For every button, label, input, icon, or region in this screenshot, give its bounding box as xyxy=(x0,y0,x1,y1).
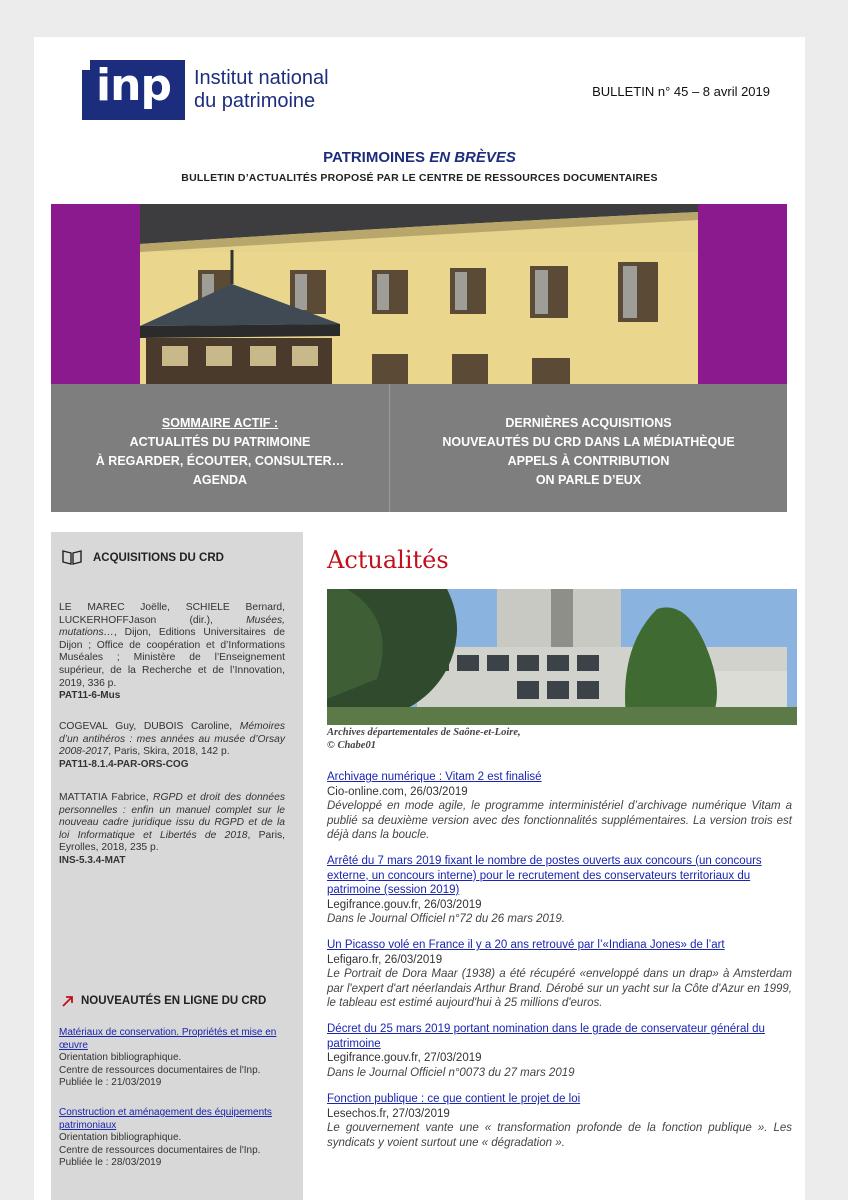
nav-link-regarder[interactable]: À REGARDER, ÉCOUTER, CONSULTER… xyxy=(95,454,345,468)
sidebar xyxy=(51,532,303,1200)
logo-mark: inp xyxy=(82,60,185,120)
nav-left-column xyxy=(51,414,389,490)
acquisition-cote: PAT11-8.1.4-PAR-ORS-COG xyxy=(59,758,189,770)
news-item xyxy=(327,1092,792,1150)
nav-right-column xyxy=(390,414,787,490)
building-courtyard-illustration xyxy=(140,204,698,384)
news-title-link[interactable]: Arrêté du 7 mars 2019 fixant le nombre de postes ouverts aux concours (un concours externe, un concours interne) pour le recrutement des conservateurs territoriaux du patrimoine (session 2019) xyxy=(327,855,762,897)
inp-logo[interactable] xyxy=(82,60,372,124)
actualites-heading: Actualités xyxy=(327,546,449,574)
nouveaute-item: Matériaux de conservation. Propriétés et mise en œuvre Orientation bibliographique. Centre de ressources documentaires de l'Inp. Publiée le : 21/03/2019 xyxy=(59,1027,289,1090)
acquisition-cote: INS-5.3.4-MAT xyxy=(59,854,126,866)
nav-link-appels[interactable]: APPELS À CONTRIBUTION xyxy=(507,454,670,468)
news-description: Le Portrait de Dora Maar (1938) a été récupéré «enveloppé dans un drap» à Amsterdam par l'expert d'art néerlandais Arthur Brand. Dérobé sur un yacht sur la Côte d'Azur en 1999, le tableau est estimé aujourd'hui à 25 millions d'euros. xyxy=(327,968,792,1010)
archives-building-photo xyxy=(327,589,797,725)
news-source: Legifrance.gouv.fr, 27/03/2019 xyxy=(327,1052,482,1065)
page-subtitle: BULLETIN D’ACTUALITÉS PROPOSÉ PAR LE CENTRE DE RESSOURCES DOCUMENTAIRES xyxy=(181,172,658,184)
news-source: Lefigaro.fr, 26/03/2019 xyxy=(327,953,443,966)
news-item xyxy=(327,854,792,927)
title-main: PATRIMOINES xyxy=(323,149,426,166)
news-source: Cio-online.com, 26/03/2019 xyxy=(327,785,468,798)
arrow-up-right-icon xyxy=(61,994,75,1008)
logo-line-1: Institut national xyxy=(194,67,329,89)
news-title-link[interactable]: Décret du 25 mars 2019 portant nomination dans le grade de conservateur général du patrimoine xyxy=(327,1023,765,1050)
nav-link-nouveautes[interactable]: NOUVEAUTÉS DU CRD DANS LA MÉDIATHÈQUE xyxy=(442,435,735,449)
acquisition-cote: PAT11-6-Mus xyxy=(59,690,121,702)
logo-notch-shape xyxy=(80,60,90,70)
nav-summary-label[interactable]: SOMMAIRE ACTIF : xyxy=(161,416,279,430)
nouveaute-link[interactable]: Construction et aménagement des équipements patrimoniaux xyxy=(59,1107,272,1131)
banner xyxy=(51,204,787,384)
title-emphasis: EN BRÈVES xyxy=(429,149,516,166)
news-description: Le gouvernement vante une « transformation profonde de la fonction publique ». Les syndicats y voient surtout une « dégradation ». xyxy=(327,1122,792,1149)
news-item xyxy=(327,770,792,843)
news-description: Développé en mode agile, le programme interministériel d’archivage numérique Vitam a publié sa deuxième version avec des fonctionnalités supplémentaires. La version trois est déjà dans la boucle. xyxy=(327,800,792,842)
bulletin-number: BULLETIN n° 45 – 8 avril 2019 xyxy=(592,84,770,99)
book-icon xyxy=(61,548,83,566)
news-title-link[interactable]: Archivage numérique : Vitam 2 est finalisé xyxy=(327,771,542,783)
acquisition-item: COGEVAL Guy, DUBOIS Caroline, Mémoires d’un antihéros : mes années au musée d’Orsay 2008-2017, Paris, Skira, 2018, 142 p. PAT11-8.1.4-PAR-ORS-COG xyxy=(59,721,285,770)
news-source: Lesechos.fr, 27/03/2019 xyxy=(327,1107,450,1120)
nouveaute-item: Construction et aménagement des équipements patrimoniaux Orientation bibliographique. Centre de ressources documentaires de l'Inp. Publiée le : 28/03/2019 xyxy=(59,1107,289,1170)
news-source: Legifrance.gouv.fr, 26/03/2019 xyxy=(327,898,482,911)
nav-link-agenda[interactable]: AGENDA xyxy=(192,473,248,487)
acquisition-item: MATTATIA Fabrice, RGPD et droit des données personnelles : enfin un manuel complet sur le nouveau cadre juridique issu du RGPD et de la loi Informatique et Libertés de 2018, Paris, Eyrolles, 2018, 235 p. INS-5.3.4-MAT xyxy=(59,792,285,866)
nouveaute-link[interactable]: Matériaux de conservation. Propriétés et mise en œuvre xyxy=(59,1027,277,1051)
nav-link-on-parle[interactable]: ON PARLE D’EUX xyxy=(535,473,642,487)
acquisition-item: LE MAREC Joëlle, SCHIELE Bernard, LUCKERHOFFJason (dir.), Musées, mutations…, Dijon, Editions Universitaires de Dijon ; Office de coopération et d’Informations Muséales ; Ministère de l’Enseignement supérieur, de la Recherche et de l’Innovation, 2019, 336 p. PAT11-6-Mus xyxy=(59,602,285,702)
news-description: Dans le Journal Officiel n°0073 du 27 mars 2019 xyxy=(327,1066,575,1079)
nav-link-actualites[interactable]: ACTUALITÉS DU PATRIMOINE xyxy=(129,435,311,449)
logo-line-2: du patrimoine xyxy=(194,90,316,112)
news-item xyxy=(327,1022,792,1080)
nav-link-acquisitions[interactable]: DERNIÈRES ACQUISITIONS xyxy=(505,416,672,430)
photo-caption: Archives départementales de Saône-et-Loire, © Chabe01 xyxy=(327,727,521,751)
nouveautes-heading-label: NOUVEAUTÉS EN LIGNE DU CRD xyxy=(81,995,267,1007)
bulletin-page xyxy=(34,37,805,1200)
acquisitions-heading-label: ACQUISITIONS DU CRD xyxy=(93,552,224,564)
news-title-link[interactable]: Un Picasso volé en France il y a 20 ans retrouvé par l’«Indiana Jones» de l’art xyxy=(327,939,725,951)
page-title xyxy=(34,149,805,166)
archives-building-illustration xyxy=(327,589,797,725)
news-title-link[interactable]: Fonction publique : ce que contient le projet de loi xyxy=(327,1093,581,1105)
logo-text xyxy=(194,67,329,113)
news-item xyxy=(327,938,792,1011)
banner-photo xyxy=(140,204,698,384)
news-description: Dans le Journal Officiel n°72 du 26 mars 2019. xyxy=(327,913,565,926)
summary-nav xyxy=(51,384,787,512)
